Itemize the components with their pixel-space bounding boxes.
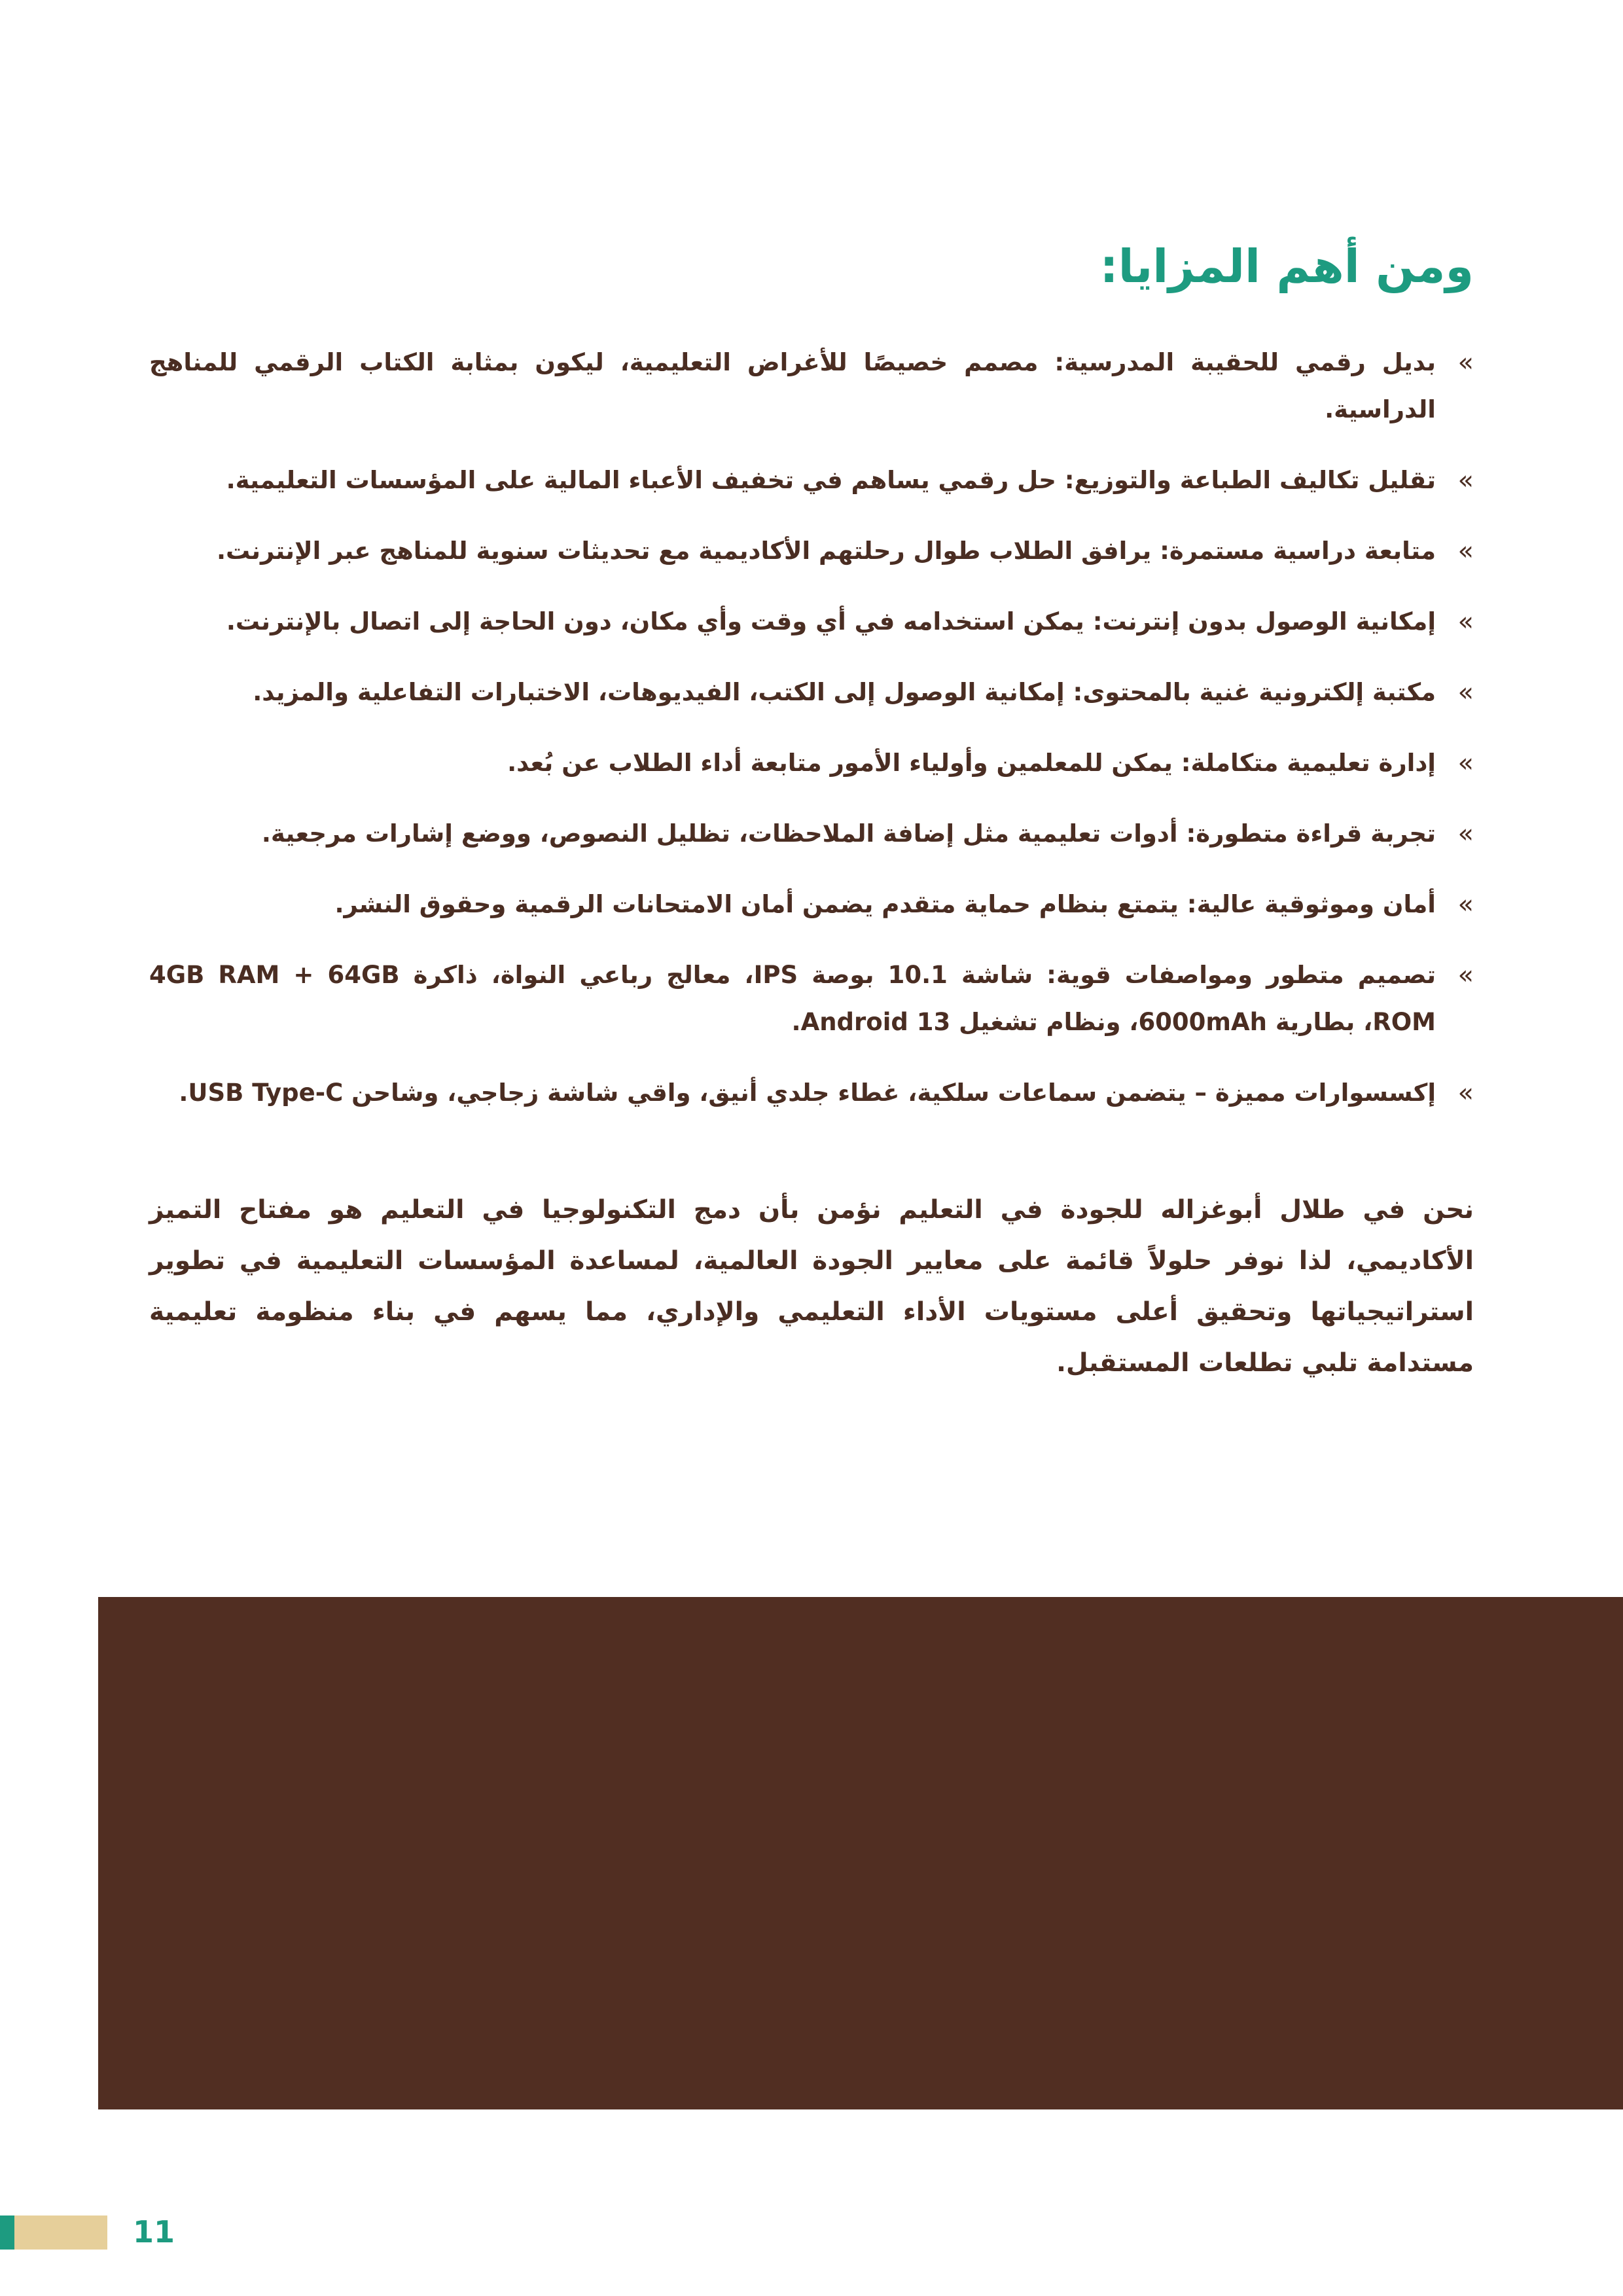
bullet-icon: » (1457, 889, 1474, 920)
footer-green-bar (0, 2215, 14, 2250)
bullet-icon: » (1457, 607, 1474, 637)
feature-text: مكتبة إلكترونية غنية بالمحتوى: إمكانية الوصول إلى الكتب، الفيديوهات، الاختبارات التفاعلية والمزيد. (253, 678, 1436, 706)
bullet-icon: » (1457, 348, 1474, 378)
feature-item (149, 669, 1474, 716)
brown-panel (98, 1597, 1623, 2109)
footer-tan-bar (14, 2215, 107, 2250)
feature-item (149, 528, 1474, 575)
feature-item (149, 339, 1474, 433)
feature-item (149, 952, 1474, 1046)
feature-text: متابعة دراسية مستمرة: يرافق الطلاب طوال رحلتهم الأكاديمية مع تحديثات سنوية للمناهج عبر الإنترنت. (216, 537, 1436, 565)
feature-item (149, 810, 1474, 857)
bullet-icon: » (1457, 748, 1474, 778)
bullet-icon: » (1457, 960, 1474, 990)
feature-text: بديل رقمي للحقيبة المدرسية: مصمم خصيصًا للأغراض التعليمية، ليكون بمثابة الكتاب الرقمي للمناهج الدراسية. (149, 348, 1436, 423)
feature-text: إدارة تعليمية متكاملة: يمكن للمعلمين وأولياء الأمور متابعة أداء الطلاب عن بُعد. (507, 749, 1436, 777)
bullet-icon: » (1457, 1078, 1474, 1108)
bullet-icon: » (1457, 677, 1474, 708)
closing-paragraph: نحن في طلال أبوغزاله للجودة في التعليم نؤمن بأن دمج التكنولوجيا في التعليم هو مفتاح التميز الأكاديمي، لذا نوفر حلولاً قائمة على معايير الجودة العالمية، لمساعدة المؤسسات التعليمية في تطوير استراتيجياتها وتحقيق أعلى مستويات الأداء التعليمي والإداري، مما يسهم في بناء منظومة تعليمية مستدامة تلبي تطلعات المستقبل. (149, 1195, 1474, 1378)
feature-text: إكسسوارات مميزة – يتضمن سماعات سلكية، غطاء جلدي أنيق، واقي شاشة زجاجي، وشاحن USB Type-C. (179, 1079, 1436, 1107)
feature-text: أمان وموثوقية عالية: يتمتع بنظام حماية متقدم يضمن أمان الامتحانات الرقمية وحقوق النشر. (334, 890, 1436, 918)
bullet-icon: » (1457, 819, 1474, 849)
feature-item (149, 740, 1474, 787)
feature-text: إمكانية الوصول بدون إنترنت: يمكن استخدامه في أي وقت وأي مكان، دون الحاجة إلى اتصال بالإنترنت. (226, 607, 1436, 636)
feature-item (149, 881, 1474, 928)
features-list (149, 339, 1474, 1140)
feature-item (149, 457, 1474, 504)
page-title: ومن أهم المزايا: (1099, 240, 1474, 293)
bullet-icon: » (1457, 536, 1474, 566)
feature-text: تجربة قراءة متطورة: أدوات تعليمية مثل إضافة الملاحظات، تظليل النصوص، ووضع إشارات مرجعية. (261, 819, 1436, 848)
feature-item (149, 598, 1474, 645)
bullet-icon: » (1457, 465, 1474, 495)
feature-text: تصميم متطور ومواصفات قوية: شاشة 10.1 بوصة IPS، معالج رباعي النواة، ذاكرة 4GB RAM + 64GB ROM، بطارية 6000mAh، ونظام تشغيل Android 13. (149, 961, 1436, 1036)
feature-text: تقليل تكاليف الطباعة والتوزيع: حل رقمي يساهم في تخفيف الأعباء المالية على المؤسسات التعليمية. (226, 466, 1436, 494)
page-number: 11 (133, 2214, 175, 2250)
feature-item (149, 1069, 1474, 1117)
